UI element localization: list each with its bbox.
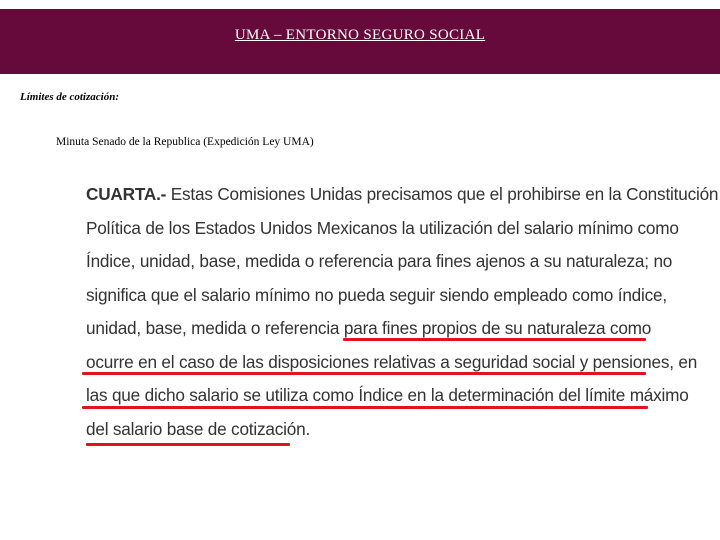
highlight-underline (82, 406, 648, 409)
excerpt-line: las que dicho salario se utiliza como Índice en la determinación del límite máximo (86, 385, 689, 405)
highlight-underline (86, 443, 290, 446)
quoted-excerpt (86, 182, 719, 450)
title-banner (0, 9, 720, 74)
excerpt-line-text: Estas Comisiones Unidas precisamos que el prohibirse en la Constitución (166, 184, 719, 204)
excerpt-line: del salario base de cotización. (86, 418, 311, 439)
excerpt-line: ocurre en el caso de las disposiciones relativas a seguridad social y pensiones, en (86, 351, 698, 372)
excerpt-line (86, 182, 719, 216)
highlight-underline (82, 372, 646, 375)
excerpt-line: Índice, unidad, base, medida o referencia para fines ajenos a su naturaleza; no (86, 251, 673, 271)
excerpt-line: unidad, base, medida o referencia para fines propios de su naturaleza como (86, 318, 652, 338)
section-subtitle: Límites de cotización: (20, 91, 119, 103)
page-title: UMA – ENTORNO SEGURO SOCIAL (234, 27, 486, 43)
highlight-underline (343, 338, 646, 341)
excerpt-line: Política de los Estados Unidos Mexicanos la utilización del salario mínimo como (86, 217, 679, 238)
excerpt-line: significa que el salario mínimo no pueda seguir siendo empleado como índice, (86, 284, 667, 305)
source-reference: Minuta Senado de la Republica (Expedición Ley UMA) (56, 136, 314, 148)
excerpt-lead: CUARTA.- (86, 184, 167, 204)
